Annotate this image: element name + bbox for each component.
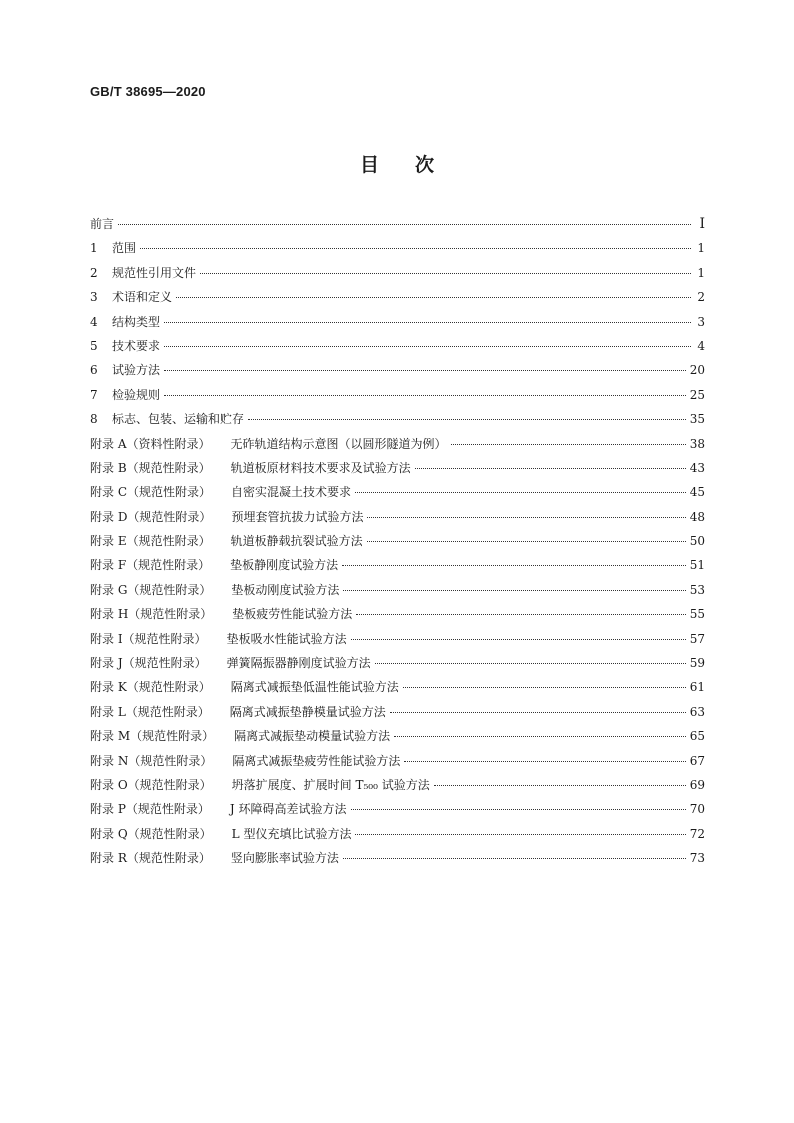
toc-dot-leader (176, 297, 691, 298)
toc-entry[interactable] (90, 337, 705, 361)
toc-entry[interactable] (90, 313, 705, 337)
toc-entry-number: 1 (90, 241, 98, 256)
toc-entry-annex-prefix: 附录 H（规范性附录） (90, 607, 213, 622)
toc-entry-page: 4 (697, 338, 705, 353)
toc-entry-label (90, 581, 339, 598)
toc-entry-title: L 型仪充填比试验方法 (231, 826, 352, 841)
toc-dot-leader (355, 492, 686, 493)
toc-entry-page: 69 (689, 777, 705, 792)
toc-entry-title: 垫板吸水性能试验方法 (226, 631, 347, 646)
toc-entry[interactable] (90, 264, 705, 288)
toc-entry-title: 自密实混凝土技术要求 (231, 485, 352, 500)
toc-entry-label (90, 654, 371, 671)
toc-dot-leader (200, 273, 691, 274)
toc-dot-leader (434, 785, 686, 786)
toc-dot-leader (351, 809, 686, 810)
toc-entry-number: 7 (90, 387, 98, 402)
toc-entry[interactable] (90, 361, 705, 385)
toc-entry-title: 试验方法 (112, 363, 161, 378)
toc-entry-label (90, 264, 196, 281)
toc-entry-page: 65 (689, 729, 705, 744)
toc-entry-title: 轨道板静载抗裂试验方法 (230, 534, 363, 549)
toc-entry-label (90, 313, 160, 330)
toc-dot-leader (164, 370, 686, 371)
toc-entry[interactable] (90, 605, 705, 629)
toc-entry[interactable] (90, 581, 705, 605)
toc-entry-number: 8 (90, 412, 98, 427)
toc-entry-number: 4 (90, 314, 98, 329)
toc-entry-annex-prefix: 附录 A（资料性附录） (90, 436, 211, 451)
toc-entry-label (90, 239, 136, 256)
toc-dot-leader (355, 834, 685, 835)
toc-entry-title: 结构类型 (112, 314, 161, 329)
toc-entry-title: 轨道板原材料技术要求及试验方法 (230, 460, 411, 475)
toc-dot-leader (404, 761, 685, 762)
toc-entry-title: 前言 (90, 217, 115, 231)
toc-entry[interactable] (90, 654, 705, 678)
toc-entry[interactable] (90, 800, 705, 824)
toc-entry[interactable] (90, 703, 705, 727)
toc-entry[interactable] (90, 435, 705, 459)
toc-entry-page: 1 (697, 241, 705, 256)
toc-entry-title: 弹簧隔振器静刚度试验方法 (226, 656, 371, 671)
toc-entry[interactable] (90, 459, 705, 483)
toc-dot-leader (451, 444, 686, 445)
toc-entry[interactable] (90, 849, 705, 873)
toc-entry[interactable] (90, 508, 705, 532)
toc-dot-leader (351, 639, 686, 640)
toc-dot-leader (415, 468, 686, 469)
toc-entry[interactable] (90, 825, 705, 849)
toc-entry-page: 50 (689, 534, 705, 549)
toc-entry[interactable] (90, 215, 705, 239)
toc-entry-annex-prefix: 附录 R（规范性附录） (90, 851, 211, 866)
toc-entry-title: 技术要求 (112, 338, 161, 353)
toc-entry-annex-prefix: 附录 Q（规范性附录） (90, 826, 212, 841)
toc-entry-annex-prefix: 附录 J（规范性附录） (90, 656, 207, 671)
toc-entry-annex-prefix: 附录 I（规范性附录） (90, 631, 207, 646)
toc-entry-number: 6 (90, 363, 98, 378)
toc-entry-number: 5 (90, 338, 98, 353)
toc-entry[interactable] (90, 556, 705, 580)
toc-dot-leader (164, 346, 691, 347)
toc-dot-leader (118, 224, 691, 225)
toc-entry-title: 检验规则 (112, 387, 161, 402)
toc-entry-annex-prefix: 附录 C（规范性附录） (90, 485, 211, 500)
toc-dot-leader (342, 565, 686, 566)
toc-entry-page: 1 (697, 265, 705, 280)
toc-entry-page: 25 (689, 387, 705, 402)
toc-entry-label (90, 459, 411, 476)
toc-dot-leader (394, 736, 686, 737)
standard-number: GB/T 38695—2020 (90, 84, 206, 99)
toc-entry-label (90, 532, 363, 549)
toc-entry[interactable] (90, 727, 705, 751)
toc-dot-leader (403, 687, 686, 688)
toc-entry[interactable] (90, 752, 705, 776)
toc-entry-label (90, 825, 351, 842)
toc-entry-page: 61 (689, 680, 705, 695)
toc-entry-title: 范围 (112, 241, 137, 256)
toc-entry-label (90, 435, 447, 452)
toc-dot-leader (367, 541, 686, 542)
toc-entry-page: 43 (689, 460, 705, 475)
toc-entry-label (90, 215, 114, 232)
toc-entry-title: 隔离式减振垫低温性能试验方法 (230, 680, 399, 695)
toc-entry-label (90, 752, 400, 769)
toc-entry-label (90, 556, 338, 573)
toc-entry-title: 预埋套管抗拔力试验方法 (231, 509, 364, 524)
toc-entry-label (90, 508, 363, 525)
toc-entry-page: 3 (697, 314, 705, 329)
toc-entry-page: 57 (689, 631, 705, 646)
toc-entry-annex-prefix: 附录 L（规范性附录） (90, 704, 210, 719)
toc-entry-title: 竖向膨胀率试验方法 (230, 851, 339, 866)
toc-entry-page: 45 (689, 485, 705, 500)
toc-entry-annex-prefix: 附录 B（规范性附录） (90, 460, 211, 475)
toc-entry[interactable] (90, 532, 705, 556)
toc-entry-label (90, 678, 399, 695)
toc-entry[interactable] (90, 288, 705, 312)
toc-entry-annex-prefix: 附录 D（规范性附录） (90, 509, 212, 524)
toc-entry[interactable] (90, 410, 705, 434)
toc-entry-title: 隔离式减振垫疲劳性能试验方法 (232, 753, 401, 768)
toc-entry-page: 38 (689, 436, 705, 451)
toc-entry-page: 51 (689, 558, 705, 573)
toc-entry-title: 术语和定义 (112, 290, 173, 305)
toc-entry-title: 规范性引用文件 (112, 265, 197, 280)
toc-entry[interactable] (90, 483, 705, 507)
toc-entry[interactable] (90, 776, 705, 800)
toc-entry-label (90, 849, 339, 866)
toc-entry[interactable] (90, 630, 705, 654)
toc-entry-label (90, 703, 386, 720)
toc-dot-leader (343, 858, 686, 859)
toc-entry-page: 59 (689, 656, 705, 671)
toc-entry-page: 73 (689, 851, 705, 866)
toc-entry-title: 坍落扩展度、扩展时间 T₅₀₀ 试验方法 (231, 777, 430, 792)
toc-entry-label (90, 288, 172, 305)
toc-dot-leader (164, 395, 686, 396)
toc-entry-page: 55 (689, 607, 705, 622)
toc-entry-annex-prefix: 附录 M（规范性附录） (90, 729, 215, 744)
toc-entry-page: 20 (689, 363, 705, 378)
toc-entry-label (90, 361, 160, 378)
toc-entry[interactable] (90, 386, 705, 410)
toc-entry-page: 53 (689, 582, 705, 597)
toc-entry-label (90, 630, 347, 647)
toc-entry-title: J 环障碍高差试验方法 (229, 802, 347, 817)
toc-entry-label (90, 605, 352, 622)
toc-entry-page: 72 (689, 826, 705, 841)
toc-entry-annex-prefix: 附录 K（规范性附录） (90, 680, 211, 695)
toc-entry-annex-prefix: 附录 N（规范性附录） (90, 753, 213, 768)
table-of-contents (90, 215, 705, 874)
toc-entry-number: 2 (90, 265, 98, 280)
toc-entry-annex-prefix: 附录 O（规范性附录） (90, 777, 212, 792)
toc-entry-page: 70 (689, 802, 705, 817)
toc-entry-page: Ⅰ (699, 216, 705, 232)
toc-dot-leader (248, 419, 686, 420)
toc-entry-label (90, 337, 160, 354)
toc-dot-leader (375, 663, 686, 664)
toc-entry-annex-prefix: 附录 E（规范性附录） (90, 534, 211, 549)
toc-dot-leader (367, 517, 685, 518)
toc-dot-leader (164, 322, 691, 323)
toc-entry-label (90, 483, 351, 500)
toc-entry-page: 63 (689, 704, 705, 719)
toc-entry-page: 67 (689, 753, 705, 768)
toc-dot-leader (343, 590, 685, 591)
toc-entry-title: 垫板疲劳性能试验方法 (232, 607, 353, 622)
toc-entry-label (90, 727, 390, 744)
toc-entry-title: 标志、包装、运输和贮存 (112, 412, 245, 427)
toc-dot-leader (140, 248, 691, 249)
toc-dot-leader (356, 614, 685, 615)
toc-entry[interactable] (90, 678, 705, 702)
page-title: 目次 (359, 154, 470, 176)
toc-entry-label (90, 800, 347, 817)
toc-entry-title: 无砟轨道结构示意图（以圆形隧道为例） (230, 436, 447, 451)
toc-entry-number: 3 (90, 290, 98, 305)
toc-entry-title: 隔离式减振垫动模量试验方法 (234, 729, 391, 744)
toc-entry-title: 隔离式减振垫静模量试验方法 (229, 704, 386, 719)
toc-entry-annex-prefix: 附录 G（规范性附录） (90, 582, 212, 597)
toc-entry[interactable] (90, 239, 705, 263)
toc-entry-label (90, 410, 244, 427)
toc-entry-label (90, 776, 430, 793)
toc-entry-label (90, 386, 160, 403)
toc-entry-title: 垫板动刚度试验方法 (231, 582, 340, 597)
toc-dot-leader (390, 712, 686, 713)
toc-entry-page: 48 (689, 509, 705, 524)
toc-entry-annex-prefix: 附录 P（规范性附录） (90, 802, 210, 817)
toc-entry-title: 垫板静刚度试验方法 (230, 558, 339, 573)
toc-entry-annex-prefix: 附录 F（规范性附录） (90, 558, 211, 573)
toc-entry-page: 35 (689, 412, 705, 427)
toc-entry-page: 2 (697, 290, 705, 305)
